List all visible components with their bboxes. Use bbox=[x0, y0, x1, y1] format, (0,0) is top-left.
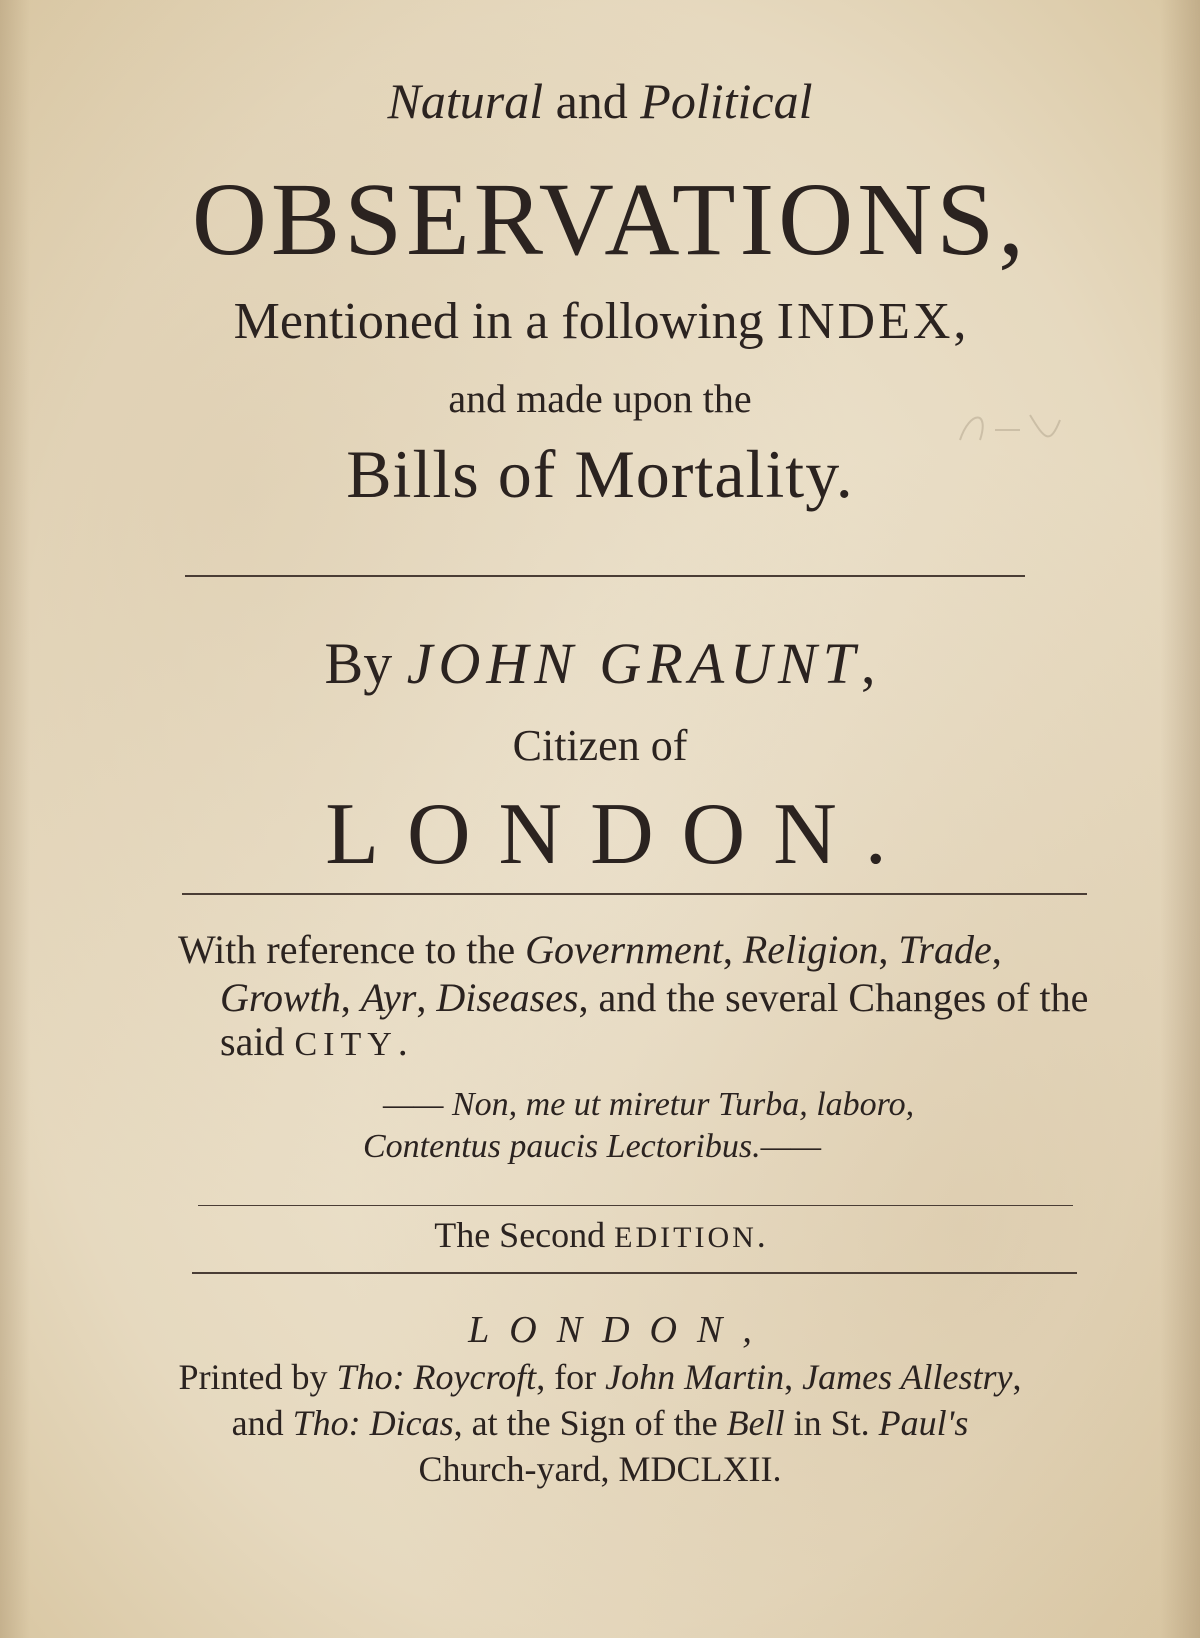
citizen-line: Citizen of bbox=[512, 721, 688, 770]
text-several-changes: , and the several Changes of the bbox=[578, 975, 1089, 1020]
divider-rule-3 bbox=[198, 1205, 1073, 1206]
text-sep: , bbox=[722, 927, 743, 972]
text-at-the-sign: , at the Sign of the bbox=[453, 1403, 727, 1443]
text-with-reference: With reference to the bbox=[178, 927, 526, 972]
text-john-martin: John Martin bbox=[605, 1357, 785, 1397]
text-period: . bbox=[756, 1215, 766, 1255]
reference-line-3 bbox=[178, 1020, 1130, 1067]
imprint-line-2 bbox=[0, 1402, 1200, 1444]
text-bell: Bell bbox=[726, 1403, 785, 1443]
author-name: JOHN GRAUNT bbox=[406, 631, 861, 696]
text-sep: , bbox=[991, 927, 1002, 972]
edition-line bbox=[0, 1214, 1200, 1256]
text-edition: EDITION bbox=[614, 1221, 757, 1254]
text-by: By bbox=[324, 631, 407, 696]
text-sep: , bbox=[784, 1357, 803, 1397]
text-growth: Growth bbox=[220, 975, 341, 1020]
imprint-line-1 bbox=[0, 1356, 1200, 1398]
word-political: Political bbox=[640, 73, 813, 129]
text-trade: Trade bbox=[898, 927, 992, 972]
text-dicas: Tho: Dicas bbox=[292, 1403, 454, 1443]
text-james-allestry: James Allestry bbox=[802, 1357, 1013, 1397]
text-city: CITY bbox=[294, 1026, 398, 1063]
imprint-line-3: Church-yard, MDCLXII. bbox=[418, 1449, 782, 1489]
text-index: INDEX bbox=[776, 293, 954, 350]
imprint-city: LONDON, bbox=[468, 1309, 772, 1351]
divider-rule-4 bbox=[192, 1272, 1077, 1274]
city-heading: LONDON. bbox=[325, 786, 915, 883]
text-government: Government bbox=[525, 927, 723, 972]
text-sep: , bbox=[416, 975, 437, 1020]
text-printed-by: Printed by bbox=[178, 1357, 337, 1397]
text-sep: , bbox=[340, 975, 361, 1020]
latin-quote-line-2: Contentus paucis Lectoribus.—— bbox=[363, 1128, 822, 1165]
text-and: and bbox=[231, 1403, 293, 1443]
text-comma: , bbox=[953, 293, 967, 350]
text-comma: , bbox=[860, 631, 876, 696]
word-natural: Natural bbox=[387, 73, 544, 129]
divider-rule-2 bbox=[182, 893, 1087, 895]
reference-line-1 bbox=[178, 928, 1088, 972]
reference-line-2 bbox=[178, 976, 1130, 1020]
text-roycroft: Tho: Roycroft bbox=[336, 1357, 537, 1397]
text-pauls: Paul's bbox=[878, 1403, 969, 1443]
text-in-st: in St. bbox=[784, 1403, 879, 1443]
text-for: , for bbox=[536, 1357, 606, 1397]
text-sep: , bbox=[878, 927, 899, 972]
main-title: OBSERVATIONS, bbox=[191, 162, 1029, 277]
text-religion: Religion bbox=[742, 927, 879, 972]
text-sep: , bbox=[1012, 1357, 1022, 1397]
title-line-made-upon: and made upon the bbox=[448, 376, 752, 421]
title-line-mentioned bbox=[0, 292, 1200, 351]
text-the-second: The Second bbox=[434, 1215, 615, 1255]
text-period: . bbox=[397, 1019, 408, 1064]
text-said: said bbox=[220, 1019, 295, 1064]
title-line-bills: Bills of Mortality. bbox=[346, 436, 854, 512]
title-line-natural-political bbox=[0, 72, 1200, 130]
text-ayr: Ayr bbox=[360, 975, 417, 1020]
text-mentioned: Mentioned in a following bbox=[233, 293, 777, 350]
word-and: and bbox=[543, 73, 641, 129]
divider-rule-1 bbox=[185, 575, 1025, 577]
latin-quote-line-1: —— Non, me ut miretur Turba, laboro, bbox=[383, 1086, 915, 1123]
author-line bbox=[0, 630, 1200, 697]
text-diseases: Diseases bbox=[436, 975, 579, 1020]
